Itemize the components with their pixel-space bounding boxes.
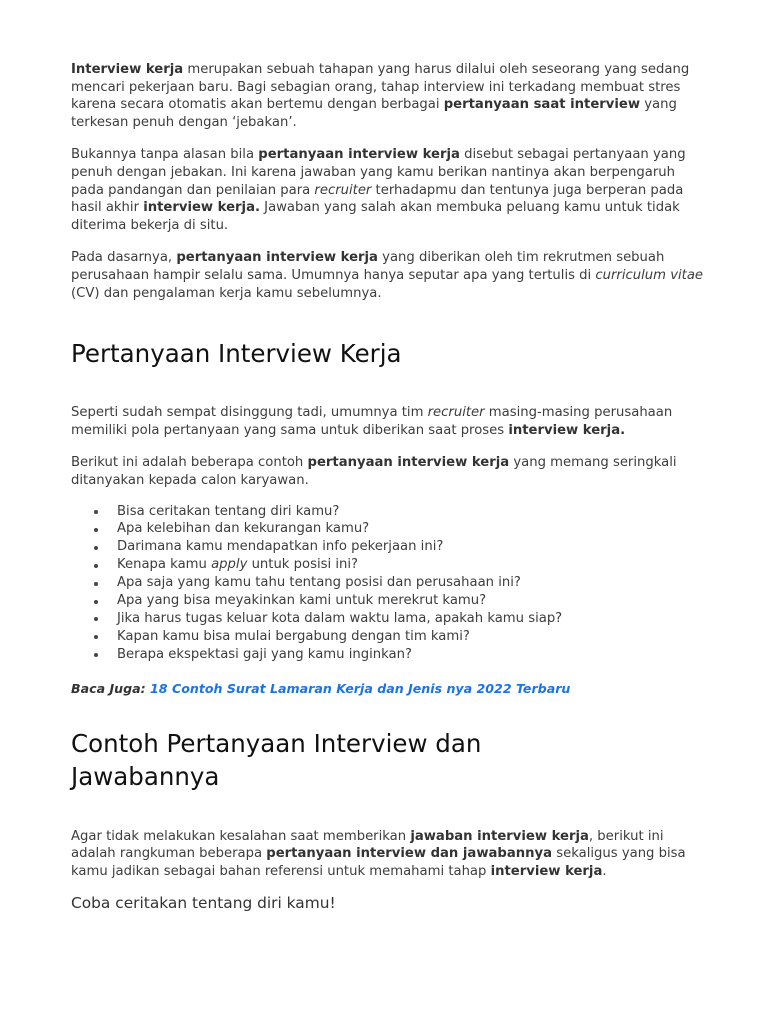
intro-paragraph-3: Pada dasarnya, pertanyaan interview kerja yang diberikan oleh tim rekrutmen sebuah perusahaan hampir selalu sama. Umumnya hanya seputar apa yang tertulis di curriculum vitae (CV) dan pengalaman kerja kamu sebelumnya.: [71, 250, 704, 301]
section-heading-pertanyaan: Pertanyaan Interview Kerja: [71, 339, 402, 369]
list-item: Kenapa kamu apply untuk posisi ini?: [117, 556, 711, 574]
list-item: Kapan kamu bisa mulai bergabung dengan tim kami?: [117, 628, 711, 646]
list-item: Apa saja yang kamu tahu tentang posisi dan perusahaan ini?: [117, 574, 711, 592]
read-also-link[interactable]: 18 Contoh Surat Lamaran Kerja dan Jenis nya 2022 Terbaru: [150, 680, 571, 696]
section-heading-line-2: Jawabannya: [71, 761, 220, 791]
list-item: Darimana kamu mendapatkan info pekerjaan ini?: [117, 538, 711, 556]
list-item: Apa yang bisa meyakinkan kami untuk merekrut kamu?: [117, 592, 711, 610]
intro-paragraph-1: Interview kerja merupakan sebuah tahapan yang harus dilalui oleh seseorang yang sedang mencari pekerjaan baru. Bagi sebagian orang, tahap interview ini terkadang membuat stres karena secara otomatis akan bertemu dengan berbagai pertanyaan saat interview yang terkesan penuh dengan ‘jebakan’.: [71, 62, 690, 130]
sub-heading: Coba ceritakan tentang diri kamu!: [71, 894, 336, 913]
question-list: [71, 503, 711, 664]
article-body: [71, 61, 711, 914]
list-item: Apa kelebihan dan kekurangan kamu?: [117, 520, 711, 538]
list-item: Bisa ceritakan tentang diri kamu?: [117, 503, 711, 521]
section2-paragraph-1: Agar tidak melakukan kesalahan saat memberikan jawaban interview kerja, berikut ini adalah rangkuman beberapa pertanyaan interview dan jawabannya sekaligus yang bisa kamu jadikan sebagai bahan referensi untuk memahami tahap interview kerja.: [71, 828, 686, 879]
section1-paragraph-2: Berikut ini adalah beberapa contoh pertanyaan interview kerja yang memang seringkali ditanyakan kepada calon karyawan.: [71, 455, 677, 488]
read-also: [71, 680, 711, 697]
read-also-label: Baca Juga:: [71, 680, 146, 696]
section-heading-contoh: [71, 727, 711, 793]
list-item: Berapa ekspektasi gaji yang kamu inginkan?: [117, 646, 711, 664]
section1-paragraph-1: Seperti sudah sempat disinggung tadi, umumnya tim recruiter masing-masing perusahaan memiliki pola pertanyaan yang sama untuk diberikan saat proses interview kerja.: [71, 405, 673, 438]
intro-paragraph-2: Bukannya tanpa alasan bila pertanyaan interview kerja disebut sebagai pertanyaan yang penuh dengan jebakan. Ini karena jawaban yang kamu berikan nantinya akan berpengaruh pada pandangan dan penilaian para recruiter terhadapmu dan tentunya juga berperan pada hasil akhir interview kerja. Jawaban yang salah akan membuka peluang kamu untuk tidak diterima bekerja di situ.: [71, 147, 686, 233]
section-heading-line-1: Contoh Pertanyaan Interview dan: [71, 728, 482, 758]
list-item: Jika harus tugas keluar kota dalam waktu lama, apakah kamu siap?: [117, 610, 711, 628]
